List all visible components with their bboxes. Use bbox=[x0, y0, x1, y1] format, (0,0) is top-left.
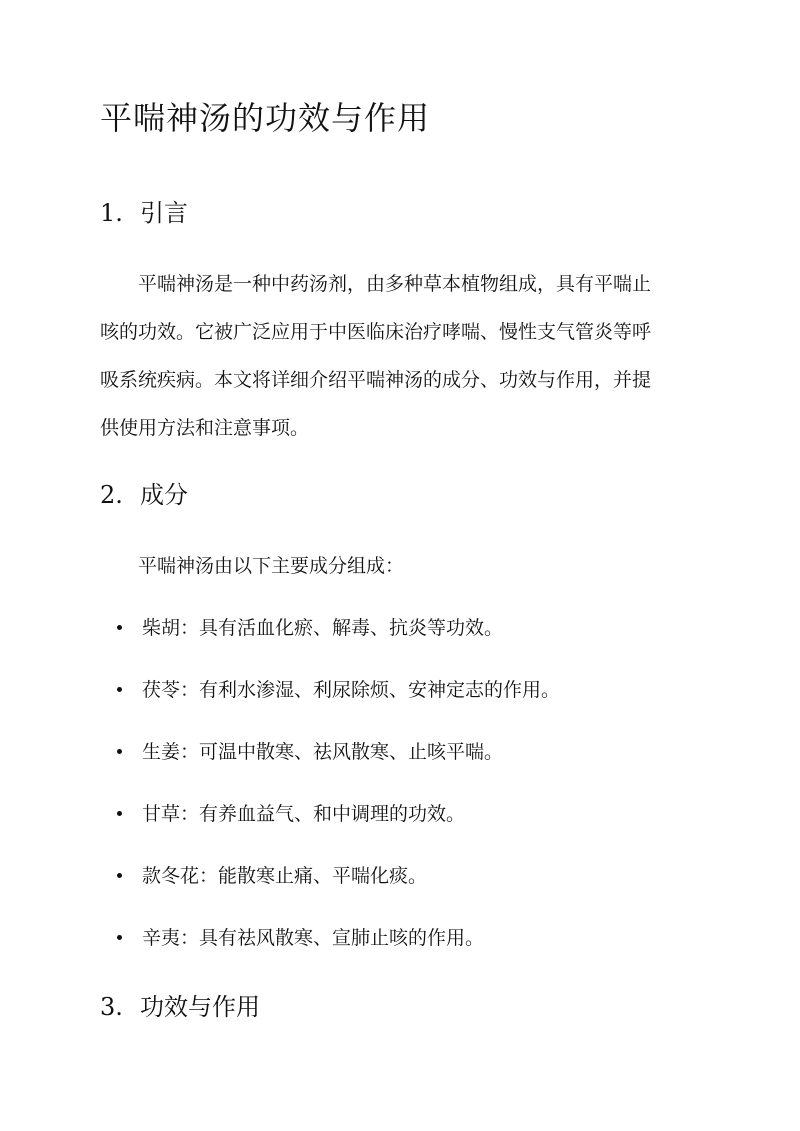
ingredients-lead: 平喘神汤由以下主要成分组成： bbox=[138, 555, 405, 577]
paragraph-line: 咳的功效。它被广泛应用于中医临床治疗哮喘、慢性支气管炎等呼 bbox=[100, 321, 652, 343]
section-title: 成分 bbox=[140, 481, 188, 509]
bullet-icon bbox=[117, 625, 122, 630]
ingredient-text: 生姜：可温中散寒、祛风散寒、止咳平喘。 bbox=[142, 741, 504, 763]
bullet-icon bbox=[117, 811, 122, 816]
ingredient-text: 辛夷：具有祛风散寒、宣肺止咳的作用。 bbox=[142, 927, 485, 949]
paragraph-line: 平喘神汤是一种中药汤剂，由多种草本植物组成，具有平喘止 bbox=[138, 273, 652, 295]
introduction-paragraph bbox=[100, 260, 700, 452]
section-number: 3. bbox=[100, 993, 123, 1021]
bullet-icon bbox=[117, 749, 122, 754]
section-heading-introduction bbox=[100, 196, 188, 230]
ingredient-text: 甘草：有养血益气、和中调理的功效。 bbox=[142, 803, 466, 825]
bullet-icon bbox=[117, 873, 122, 878]
section-heading-effects bbox=[100, 990, 260, 1024]
section-number: 1. bbox=[100, 199, 123, 227]
paragraph-line: 供使用方法和注意事项。 bbox=[100, 417, 310, 439]
section-title: 功效与作用 bbox=[140, 993, 260, 1021]
bullet-icon bbox=[117, 935, 122, 940]
bullet-icon bbox=[117, 687, 122, 692]
section-number: 2. bbox=[100, 481, 123, 509]
document-title: 平喘神汤的功效与作用 bbox=[100, 99, 431, 137]
ingredient-text: 柴胡：具有活血化瘀、解毒、抗炎等功效。 bbox=[142, 617, 504, 639]
paragraph-line: 吸系统疾病。本文将详细介绍平喘神汤的成分、功效与作用，并提 bbox=[100, 369, 652, 391]
section-heading-ingredients bbox=[100, 478, 188, 512]
ingredient-text: 茯苓：有利水渗湿、利尿除烦、安神定志的作用。 bbox=[142, 679, 561, 701]
section-title: 引言 bbox=[140, 199, 188, 227]
ingredient-text: 款冬花：能散寒止痛、平喘化痰。 bbox=[142, 865, 428, 887]
